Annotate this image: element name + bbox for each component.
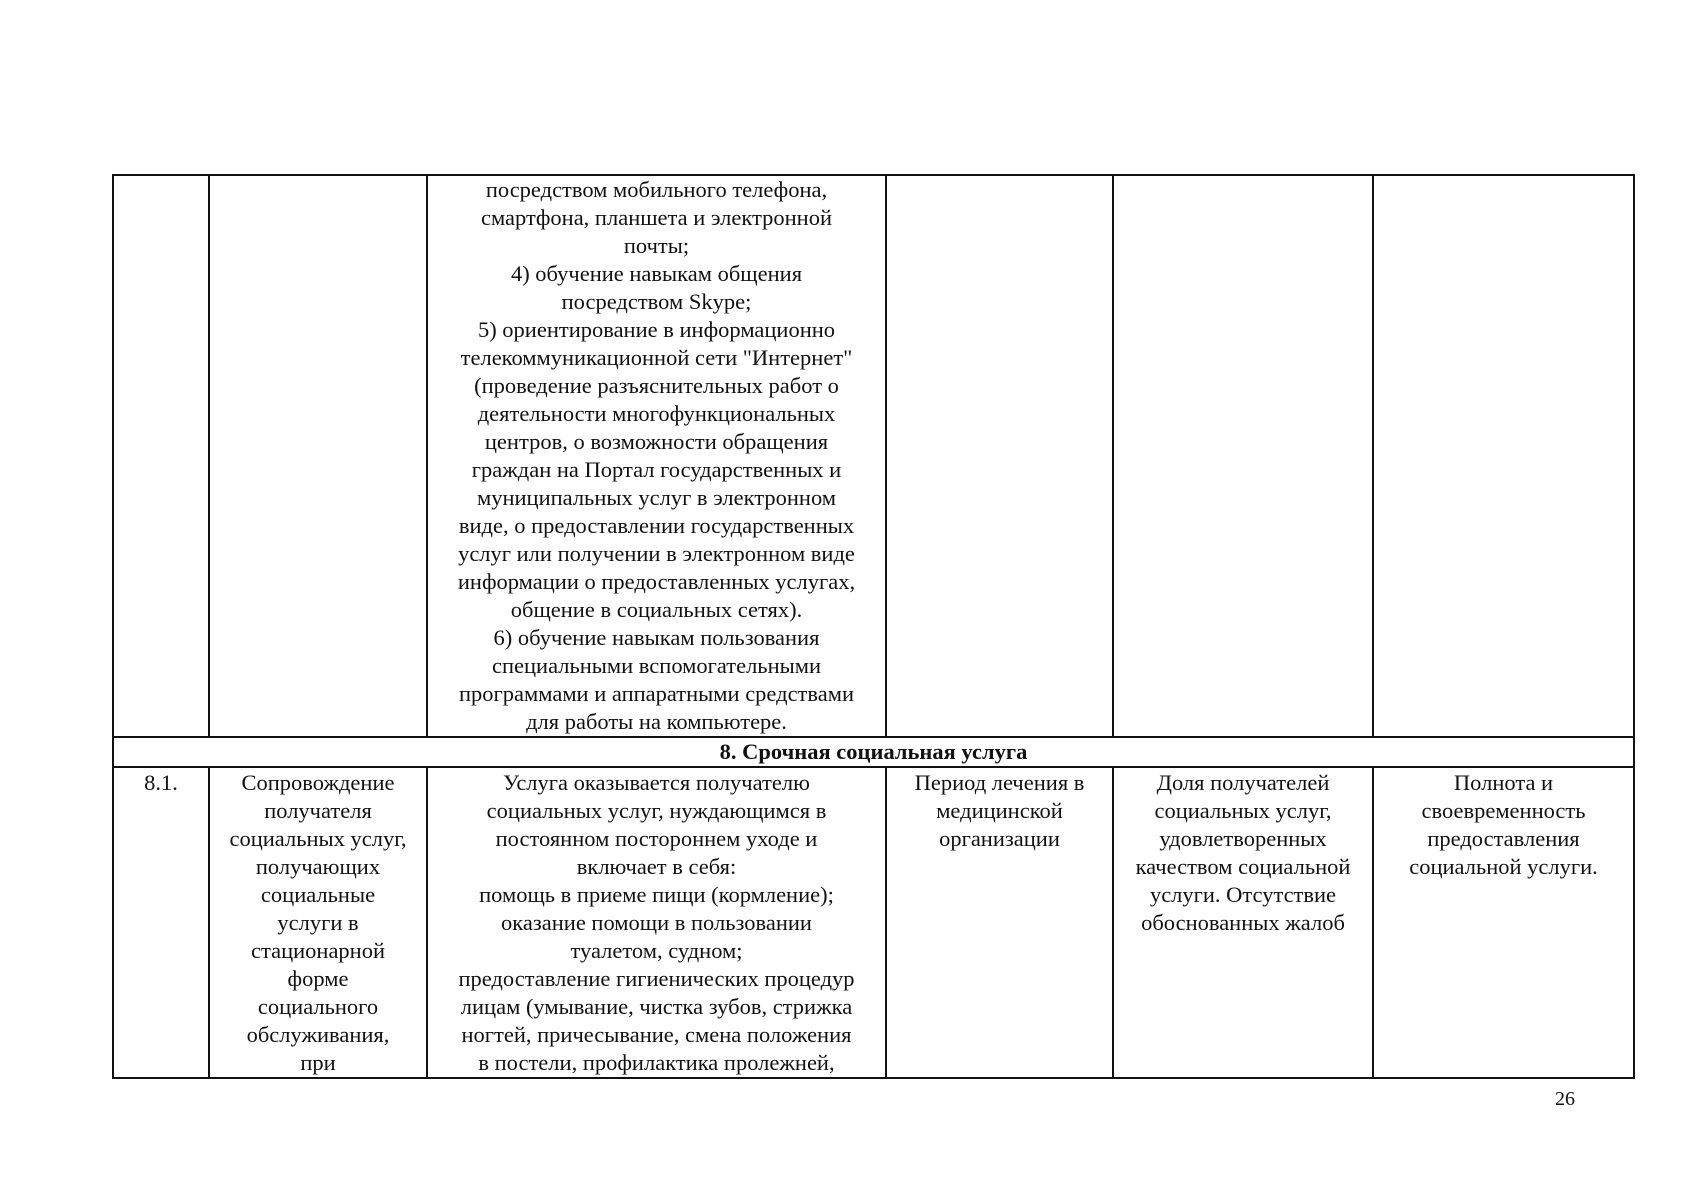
service-period-text: Период лечения в медицинской организации [914,770,1085,851]
table-row [113,175,1634,737]
cell-period [886,767,1113,1078]
cell-indicators [1113,767,1373,1078]
service-number: 8.1. [144,770,178,795]
page-number: 26 [1555,1088,1575,1110]
cell-service-name [209,767,427,1078]
cell-service-description [427,175,886,737]
service-name-text: Сопровождение получателя социальных услуг, получающих социальные услуги в стационарной форме социального обслуживания, при [229,770,407,1075]
cell-service-name [209,175,427,737]
cell-number [113,175,209,737]
cell-number [113,767,209,1078]
social-services-table [112,174,1635,1079]
cell-service-description [427,767,886,1078]
cell-evaluation [1373,767,1634,1078]
evaluation-conditions-text: Полнота и своевременность предоставления социальной услуги. [1409,770,1598,879]
section-header-row [113,737,1634,767]
service-description-text: Услуга оказывается получателю социальных услуг, нуждающимся в постоянном постороннем уходе и включает в себя: помощь в приеме пищи (кормление); оказание помощи в пользовании туалетом, судном; предоставление гигиенических процедур лицам (умывание, чистка зубов, стрижка ногтей, причесывание, смена положения в постели, профилактика пролежней, [458,770,855,1075]
section-title: 8. Срочная социальная услуга [113,737,1634,767]
service-description-text: посредством мобильного телефона, смартфона, планшета и электронной почты; 4) обучение навыкам общения посредством Skype; 5) ориентирование в информационно телекоммуникационной сети "Интернет" (проведение разъяснительных работ о деятельности многофункциональных центров, о возможности обращения граждан на Портал государственных и муниципальных услуг в электронном виде, о предоставлении государственных услуг или получении в электронном виде информации о предоставленных услугах, общение в социальных сетях). 6) обучение навыкам пользования специальными вспомогательными программами и аппаратными средствами для работы на компьютере. [457,177,856,734]
cell-indicators [1113,175,1373,737]
cell-evaluation [1373,175,1634,737]
cell-period [886,175,1113,737]
quality-indicators-text: Доля получателей социальных услуг, удовлетворенных качеством социальной услуги. Отсутствие обоснованных жалоб [1135,770,1351,935]
table-row [113,767,1634,1078]
